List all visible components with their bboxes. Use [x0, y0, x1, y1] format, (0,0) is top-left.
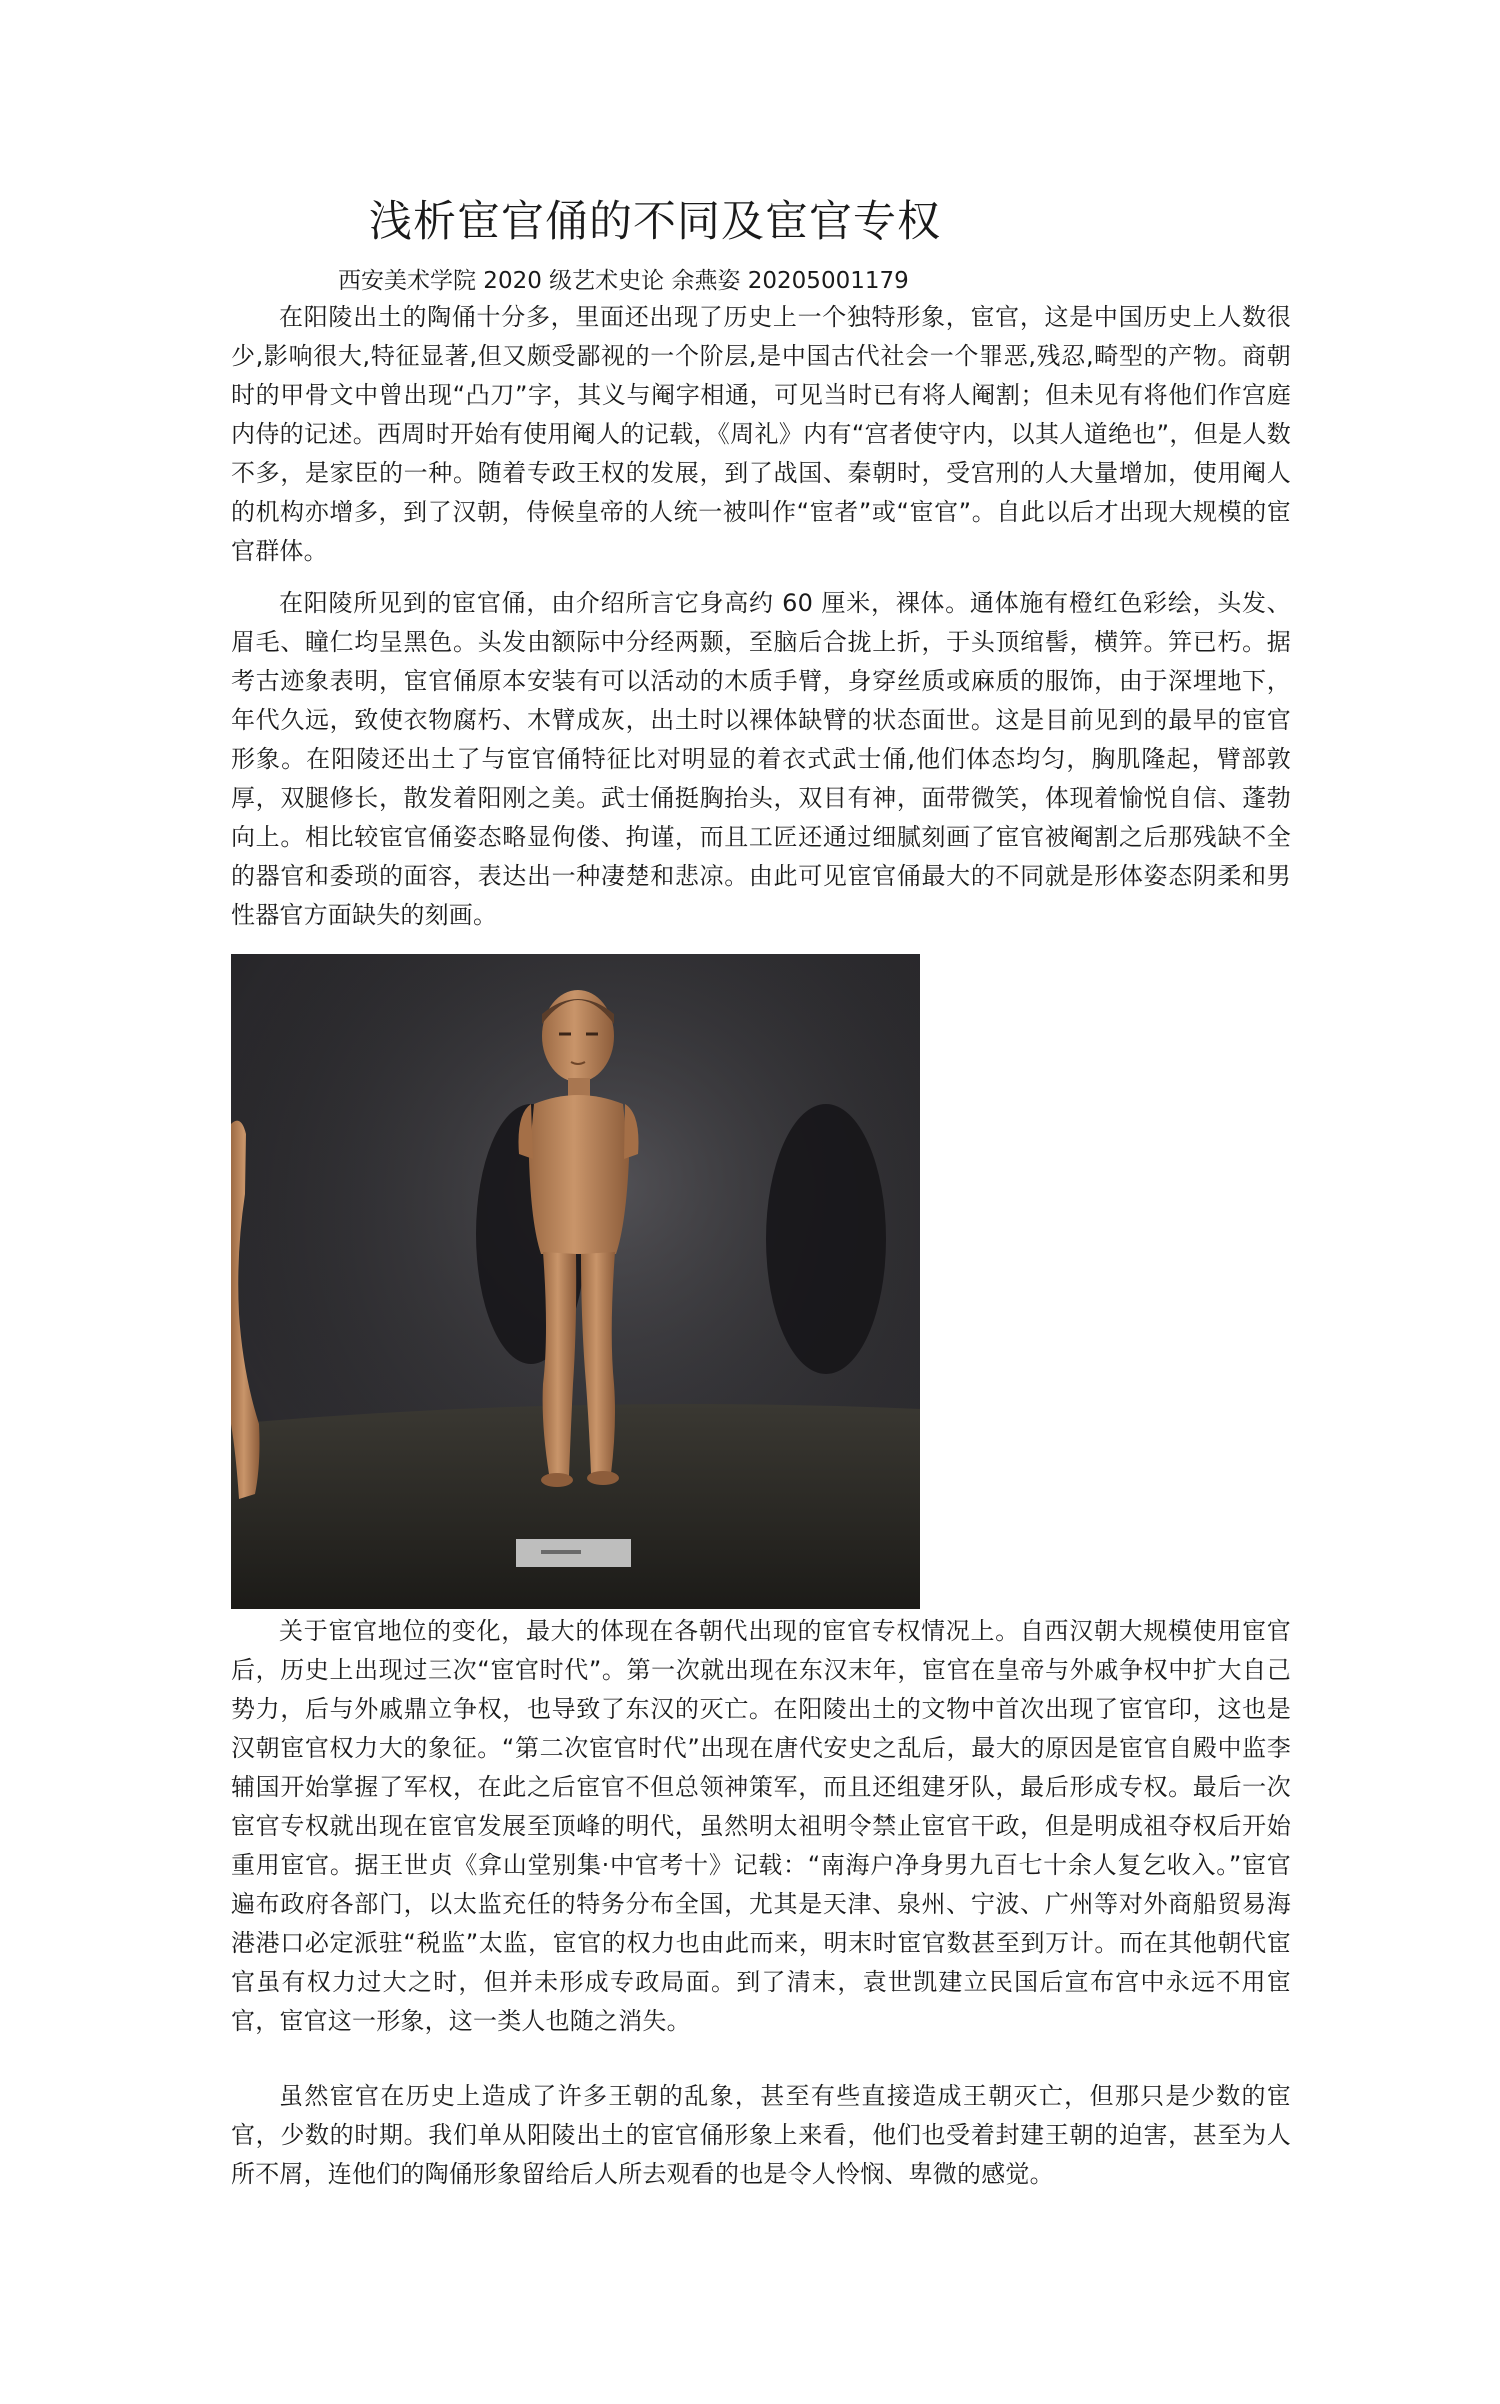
figurine-illustration	[231, 954, 920, 1609]
article-title: 浅析宦官俑的不同及宦官专权	[369, 197, 941, 247]
paragraph-3: 关于宦官地位的变化，最大的体现在各朝代出现的宦官专权情况上。自西汉朝大规模使用宦官后，历史上出现过三次“宦官时代”。第一次就出现在东汉末年，宦官在皇帝与外戚争权中扩大自己势力，后与外戚鼎立争权，也导致了东汉的灭亡。在阳陵出土的文物中首次出现了宦官印，这也是汉朝宦官权力大的象征。“第二次宦官时代”出现在唐代安史之乱后，最大的原因是宦官自殿中监李辅国开始掌握了军权，在此之后宦官不但总领神策军，而且还组建牙队，最后形成专权。最后一次宦官专权就出现在宦官发展至顶峰的明代，虽然明太祖明令禁止宦官干政，但是明成祖夺权后开始重用宦官。据王世贞《弇山堂别集·中官考十》记载：“南海户净身男九百七十余人复乞收入。”宦官遍布政府各部门，以太监充任的特务分布全国，尤其是天津、泉州、宁波、广州等对外商船贸易海港港口必定派驻“税监”太监，宦官的权力也由此而来，明末时宦官数甚至到万计。而在其他朝代宦官虽有权力过大之时，但并未形成专政局面。到了清末，袁世凯建立民国后宣布宫中永远不用宦官，宦官这一形象，这一类人也随之消失。	[231, 1617, 1291, 2035]
wall-shadow-right	[766, 1104, 886, 1374]
paragraph-1: 在阳陵出土的陶俑十分多，里面还出现了历史上一个独特形象，宦官，这是中国历史上人数很少,影响很大,特征显著,但又颇受鄙视的一个阶层,是中国古代社会一个罪恶,残忍,畸型的产物。商朝时的甲骨文中曾出现“凸刀”字，其义与阉字相通，可见当时已有将人阉割；但未见有将他们作宫庭内侍的记述。西周时开始有使用阉人的记载，《周礼》内有“宫者使守内，以其人道绝也”，但是人数不多，是家臣的一种。随着专政王权的发展，到了战国、秦朝时，受宫刑的人大量增加，使用阉人的机构亦增多，到了汉朝，侍候皇帝的人统一被叫作“宦者”或“宦官”。自此以后才出现大规模的宦官群体。	[231, 303, 1291, 565]
paragraph-2: 在阳陵所见到的宦官俑，由介绍所言它身高约 60 厘米，裸体。通体施有橙红色彩绘，头发、眉毛、瞳仁均呈黑色。头发由额际中分经两颞，至脑后合拢上折，于头顶绾髻，横笄。笄已朽。据考古迹象表明，宦官俑原本安装有可以活动的木质手臂，身穿丝质或麻质的服饰，由于深埋地下，年代久远，致使衣物腐朽、木臂成灰，出土时以裸体缺臂的状态面世。这是目前见到的最早的宦官形象。在阳陵还出土了与宦官俑特征比对明显的着衣式武士俑,他们体态均匀，胸肌隆起，臂部敦厚，双腿修长，散发着阳刚之美。武士俑挺胸抬头，双目有神，面带微笑，体现着愉悦自信、蓬勃向上。相比较宦官俑姿态略显佝偻、拘谨，而且工匠还通过细腻刻画了宦官被阉割之后那残缺不全的器官和委琐的面容，表达出一种凄楚和悲凉。由此可见宦官俑最大的不同就是形体姿态阴柔和男性器官方面缺失的刻画。	[231, 589, 1291, 929]
display-floor	[231, 1404, 920, 1609]
author-line: 西安美术学院 2020 级艺术史论 余燕姿 20205001179	[338, 268, 909, 294]
figurine-photo	[231, 954, 920, 1609]
plaque-text-mark	[541, 1550, 581, 1554]
paragraph-4: 虽然宦官在历史上造成了许多王朝的乱象，甚至有些直接造成王朝灭亡，但那只是少数的宦官，少数的时期。我们单从阳陵出土的宦官俑形象上来看，他们也受着封建王朝的迫害，甚至为人所不屑，连他们的陶俑形象留给后人所去观看的也是令人怜悯、卑微的感觉。	[231, 2082, 1291, 2188]
